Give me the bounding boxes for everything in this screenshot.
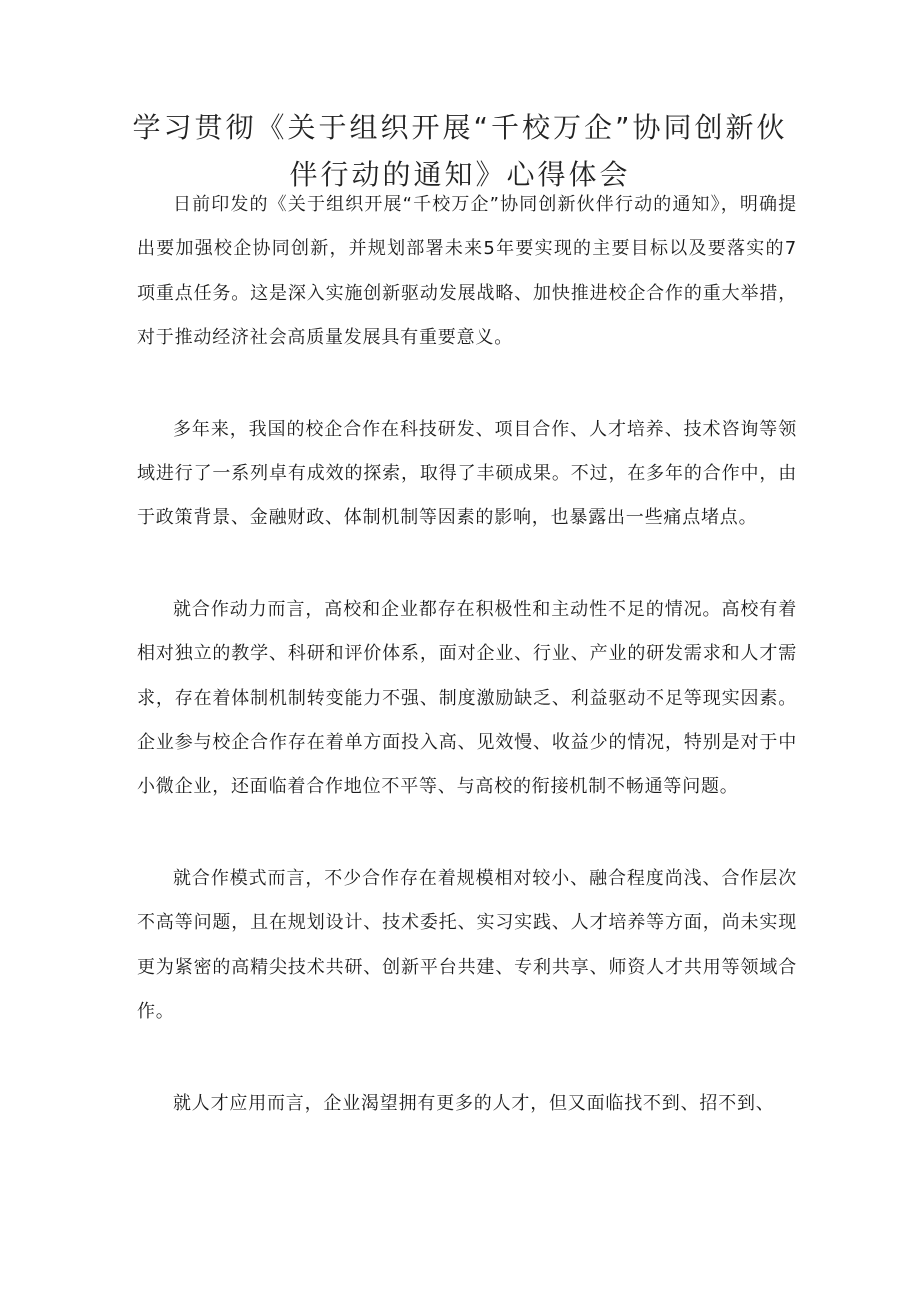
paragraph-cooperation-motivation: 就合作动力而言，高校和企业都存在积极性和主动性不足的情况。高校有着相对独立的教学、科研和评价体系，面对企业、行业、产业的研发需求和人才需求，存在着体制机制转变能力不强、制度激励缺乏、利益驱动不足等现实因素。企业参与校企合作存在着单方面投入高、见效慢、收益少的情况，特别是对于中小微企业，还面临着合作地位不平等、与高校的衔接机制不畅通等问题。 bbox=[137, 598, 797, 798]
document-body bbox=[137, 183, 797, 1173]
paragraph-cooperation-model: 就合作模式而言，不少合作存在着规模相对较小、融合程度尚浅、合作层次不高等问题，且在规划设计、技术委托、实习实践、人才培养等方面，尚未实现更为紧密的高精尖技术共研、创新平台共建、专利共享、师资人才共用等领域合作。 bbox=[137, 867, 797, 1023]
document-title-line-2: 伴行动的通知》心得体会 bbox=[289, 158, 631, 191]
paragraph-intro: 日前印发的《关于组织开展“千校万企”协同创新伙伴行动的通知》，明确提出要加强校企协同创新，并规划部署未来5年要实现的主要目标以及要落实的7项重点任务。这是深入实施创新驱动发展战略、加快推进校企合作的重大举措，对于推动经济社会高质量发展具有重要意义。 bbox=[137, 194, 797, 349]
paragraph-background: 多年来，我国的校企合作在科技研发、项目合作、人才培养、技术咨询等领域进行了一系列卓有成效的探索，取得了丰硕成果。不过，在多年的合作中，由于政策背景、金融财政、体制机制等因素的影响，也暴露出一些痛点堵点。 bbox=[137, 418, 797, 529]
document-title-line-1: 学习贯彻《关于组织开展“千校万企”协同创新伙 bbox=[132, 111, 788, 144]
paragraph-talent-application: 就人才应用而言，企业渴望拥有更多的人才，但又面临找不到、招不到、 bbox=[173, 1092, 775, 1114]
